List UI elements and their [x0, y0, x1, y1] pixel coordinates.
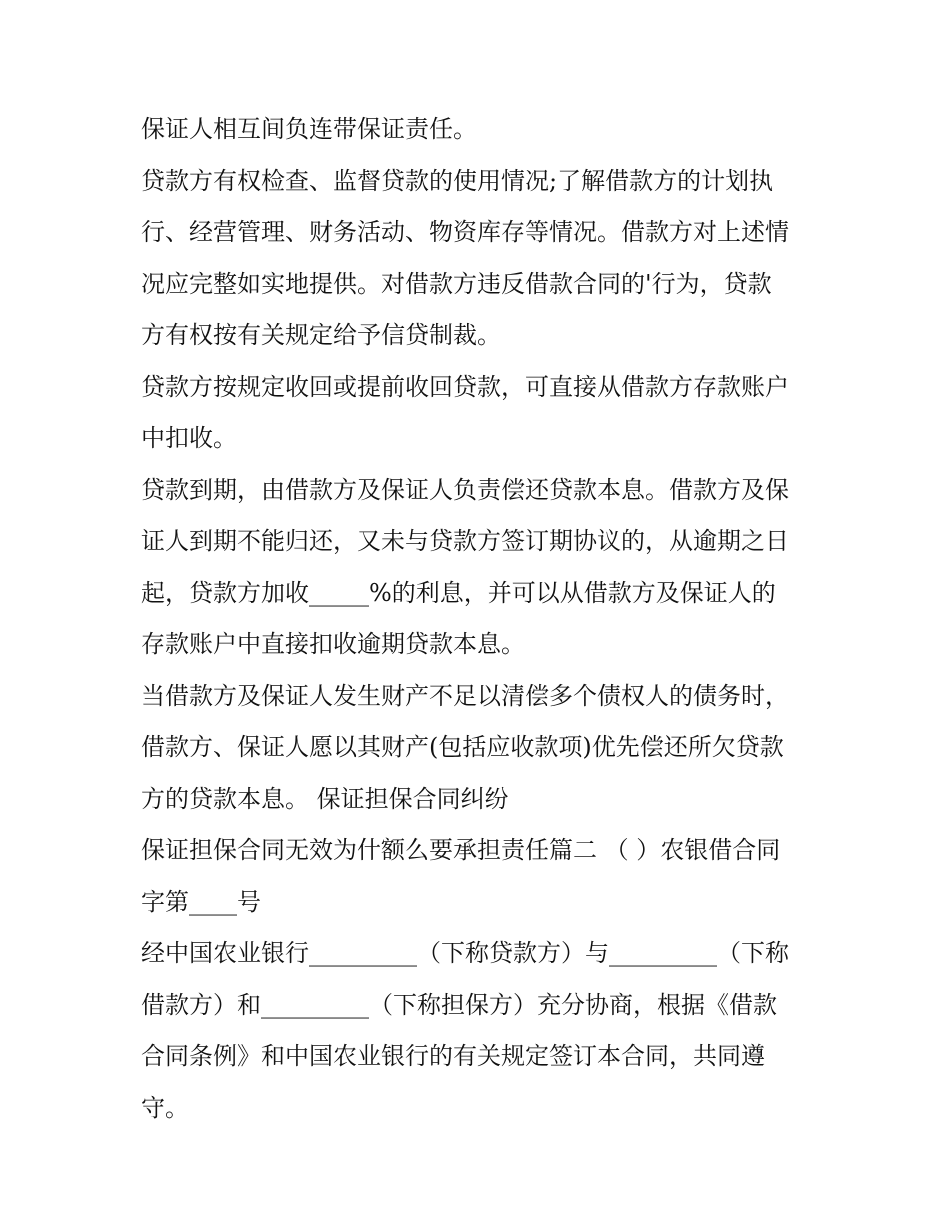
- text-line: 方的贷款本息。 保证担保合同纠纷: [141, 784, 509, 813]
- text-line: 合同条例》和中国农业银行的有关规定签订本合同，共同遵: [141, 1042, 765, 1070]
- text-line: 起，贷款方加收_____%的利息，并可以从借款方及保证人的: [141, 578, 776, 607]
- text-line: 中扣收。: [141, 424, 237, 452]
- text-line: 贷款到期，由借款方及保证人负责偿还贷款本息。借款方及保: [141, 475, 789, 504]
- text-line: 经中国农业银行_________（下称贷款方）与_________（下称: [141, 939, 789, 967]
- text-line: 况应完整如实地提供。对借款方违反借款合同的'行为，贷款: [141, 269, 772, 298]
- text-line: 字第____号: [141, 887, 261, 916]
- document-body: [141, 104, 821, 1134]
- text-line: 行、经营管理、财务活动、物资库存等情况。借款方对上述情: [141, 218, 789, 246]
- text-line: 保证担保合同无效为什额么要承担责任篇二 （ ）农银借合同: [141, 836, 781, 864]
- text-line: 保证人相互间负连带保证责任。: [141, 115, 477, 143]
- text-line: 存款账户中直接扣收逾期贷款本息。: [141, 630, 525, 658]
- text-line: 当借款方及保证人发生财产不足以清偿多个债权人的债务时，: [141, 681, 789, 710]
- text-line: 方有权按有关规定给予信贷制裁。: [141, 321, 501, 349]
- text-line: 贷款方有权检查、监督贷款的使用情况;了解借款方的计划执: [141, 166, 774, 195]
- text-line: 守。: [141, 1093, 189, 1122]
- text-line: 借款方）和_________（下称担保方）充分协商，根据《借款: [141, 990, 777, 1019]
- text-line: 借款方、保证人愿以其财产(包括应收款项)优先偿还所欠贷款: [141, 733, 784, 761]
- text-line: 证人到期不能归还，又未与贷款方签订期协议的，从逾期之日: [141, 527, 789, 555]
- text-line: 贷款方按规定收回或提前收回贷款，可直接从借款方存款账户: [141, 372, 789, 401]
